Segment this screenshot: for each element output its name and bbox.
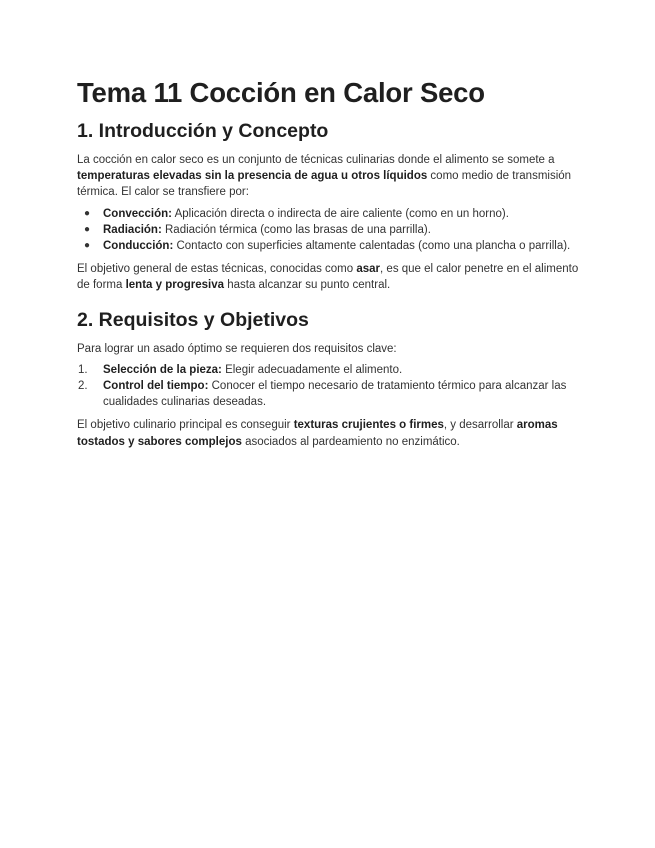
text-run: El objetivo general de estas técnicas, conocidas como xyxy=(77,263,357,276)
list-item-number: 1. xyxy=(78,363,88,376)
list-item xyxy=(84,222,585,238)
list-item-term: Conducción: xyxy=(103,240,174,253)
list-item xyxy=(84,206,585,222)
text-run: asociados al pardeamiento no enzimático. xyxy=(241,435,460,448)
list-item-term: Radiación: xyxy=(103,223,162,236)
text-run-bold: lenta y progresiva xyxy=(125,279,225,292)
list-item-number: 2. xyxy=(78,380,88,393)
text-run: La cocción en calor seco es un conjunto de técnicas culinarias donde el alimento se somete a xyxy=(77,154,555,166)
text-run: El objetivo culinario principal es conseguir xyxy=(77,419,294,432)
page-title: Tema 11 Cocción en Calor Seco xyxy=(77,77,485,108)
section-heading-requisitos: 2. Requisitos y Objetivos xyxy=(77,308,309,331)
list-item xyxy=(78,362,585,378)
text-run-bold: texturas crujientes o firmes xyxy=(293,419,444,432)
list-item-description: Aplicación directa o indirecta de aire caliente (como en un horno). xyxy=(172,207,509,220)
list-item-term: Convección: xyxy=(103,207,173,220)
bullet-icon: ● xyxy=(84,240,91,252)
text-run-bold: asar xyxy=(356,263,381,276)
list-item xyxy=(78,378,585,410)
bullet-icon: ● xyxy=(84,207,91,219)
list-item xyxy=(84,238,585,254)
section2-intro-paragraph: Para lograr un asado óptimo se requieren dos requisitos clave: xyxy=(77,342,397,355)
section2-closing-paragraph xyxy=(77,417,585,449)
list-item-term: Control del tiempo: xyxy=(103,380,209,393)
list-item-description: Radiación térmica (como las brasas de una parrilla). xyxy=(161,223,431,236)
text-run: , y desarrollar xyxy=(443,419,517,432)
text-run: , es que el calor penetre en el alimento de forma xyxy=(77,263,579,292)
text-run: hasta alcanzar su punto central. xyxy=(224,279,391,292)
section1-closing-paragraph xyxy=(77,261,585,293)
requirements-list xyxy=(77,362,585,411)
list-item-description: Elegir adecuadamente el alimento. xyxy=(221,363,403,376)
text-run-bold: temperaturas elevadas sin la presencia de agua u otros líquidos xyxy=(77,170,428,183)
text-run-bold: aromas tostados y sabores complejos xyxy=(77,419,558,448)
heat-transfer-list xyxy=(77,206,585,255)
list-item-term: Selección de la pieza: xyxy=(103,363,222,376)
section1-intro-paragraph xyxy=(77,152,585,201)
list-item-description: Contacto con superficies altamente calentadas (como una plancha o parrilla). xyxy=(173,240,571,253)
bullet-icon: ● xyxy=(84,223,91,235)
list-item-description: Conocer el tiempo necesario de tratamiento térmico para alcanzar las cualidades culinarias deseadas. xyxy=(103,380,567,409)
section-heading-introduccion: 1. Introducción y Concepto xyxy=(77,120,329,142)
text-run: como medio de transmisión térmica. El calor se transfiere por: xyxy=(77,170,572,199)
